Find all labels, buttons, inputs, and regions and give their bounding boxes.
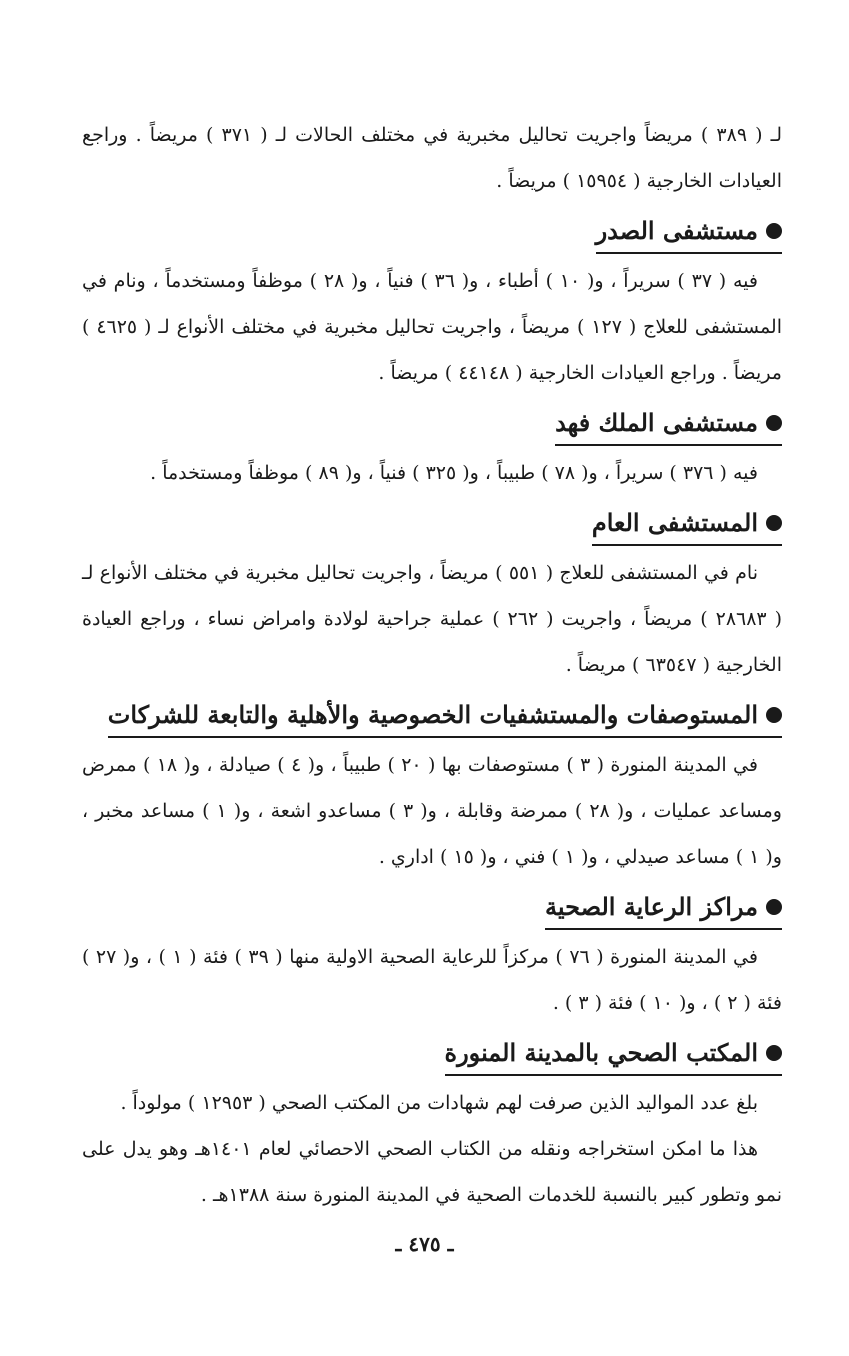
page-number: ـ ٤٧٥ ـ xyxy=(395,1232,454,1256)
health-office-paragraph-births: بلغ عدد المواليد الذين صرفت لهم شهادات من المكتب الصحي ( ١٢٩٥٣ ) مولوداً . xyxy=(120,1092,758,1114)
bullet-icon xyxy=(766,899,782,915)
bullet-icon xyxy=(766,707,782,723)
section-heading-text: المستشفى العام xyxy=(591,508,758,537)
bullet-icon xyxy=(766,1045,782,1061)
page-body xyxy=(82,112,782,1218)
section-heading-text: المستوصفات والمستشفيات الخصوصية والأهلية والتابعة للشركات xyxy=(107,700,758,729)
section-heading-health-care-centers xyxy=(82,890,782,930)
bullet-icon xyxy=(766,415,782,431)
bullet-icon xyxy=(766,223,782,239)
bullet-icon xyxy=(766,515,782,531)
section-heading-text: مستشفى الملك فهد xyxy=(555,408,758,437)
section-heading-private-clinics xyxy=(82,698,782,738)
section-heading-text: مستشفى الصدر xyxy=(595,216,758,245)
section-heading-chest-hospital xyxy=(82,214,782,254)
section-heading-king-fahd-hospital xyxy=(82,406,782,446)
chest-hospital-paragraph: فيه ( ٣٧ ) سريراً ، و( ١٠ ) أطباء ، و( ٣٦ ) فنياً ، و( ٢٨ ) موظفاً ومستخدماً ، ونام في المستشفى للعلاج ( ١٢٧ ) مريضاً ، واجريت تحاليل مخبرية في مختلف الأنواع لـ ( ٤٦٢٥ ) مريضاً . وراجع العيادات الخارجية ( ٤٤١٤٨ ) مريضاً . xyxy=(82,270,782,384)
intro-paragraph: لـ ( ٣٨٩ ) مريضاً واجريت تحاليل مخبرية في مختلف الحالات لـ ( ٣٧١ ) مريضاً . وراجع العيادات الخارجية ( ١٥٩٥٤ ) مريضاً . xyxy=(82,124,782,192)
section-heading-general-hospital xyxy=(82,506,782,546)
health-care-centers-paragraph: في المدينة المنورة ( ٧٦ ) مركزاً للرعاية الصحية الاولية منها ( ٣٩ ) فئة ( ١ ) ، و( ٢٧ ) فئة ( ٢ ) ، و( ١٠ ) فئة ( ٣ ) . xyxy=(82,946,782,1014)
health-office-paragraph-summary: هذا ما امكن استخراجه ونقله من الكتاب الصحي الاحصائي لعام ١٤٠١هـ وهو يدل على نمو وتطور كبير بالنسبة للخدمات الصحية في المدينة المنورة سنة ١٣٨٨هـ . xyxy=(82,1138,782,1206)
king-fahd-hospital-paragraph: فيه ( ٣٧٦ ) سريراً ، و( ٧٨ ) طبيباً ، و( ٣٢٥ ) فنياً ، و( ٨٩ ) موظفاً ومستخدماً . xyxy=(150,462,758,484)
section-heading-text: مراكز الرعاية الصحية xyxy=(545,892,758,921)
section-heading-health-office xyxy=(82,1036,782,1076)
private-clinics-paragraph: في المدينة المنورة ( ٣ ) مستوصفات بها ( ٢٠ ) طبيباً ، و( ٤ ) صيادلة ، و( ١٨ ) ممرض ومساعد عمليات ، و( ٢٨ ) ممرضة وقابلة ، و( ٣ ) مساعدو اشعة ، و( ١ ) مساعد مخبر ، و( ١ ) مساعد صيدلي ، و( ١ ) فني ، و( ١٥ ) اداري . xyxy=(82,754,782,868)
general-hospital-paragraph: نام في المستشفى للعلاج ( ٥٥١ ) مريضاً ، واجريت تحاليل مخبرية في مختلف الأنواع لـ ( ٢٨٦٨٣ ) مريضاً ، واجريت ( ٢٦٢ ) عملية جراحية لولادة وامراض نساء ، وراجع العيادة الخارجية ( ٦٣٥٤٧ ) مريضاً . xyxy=(82,562,782,676)
section-heading-text: المكتب الصحي بالمدينة المنورة xyxy=(444,1038,758,1067)
